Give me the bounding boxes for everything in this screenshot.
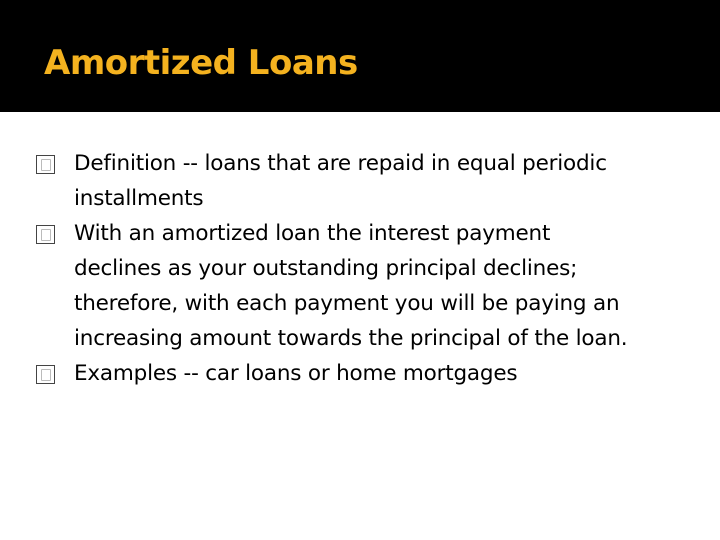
bullet-item-examples [36, 356, 686, 391]
checkbox-square-icon [36, 225, 55, 244]
title-bar [0, 0, 720, 112]
bullet-item-amortized-loan [36, 216, 686, 356]
bullet-line: installments [74, 186, 204, 211]
bullet-line: With an amortized loan the interest payment [74, 221, 551, 246]
bullet-list [36, 146, 686, 391]
bullet-line: declines as your outstanding principal declines; [74, 256, 578, 281]
bullet-line: therefore, with each payment you will be paying an [74, 291, 620, 316]
bullet-item-definition [36, 146, 686, 216]
bullet-line: Definition -- loans that are repaid in equal periodic [74, 151, 607, 176]
slide-title: Amortized Loans [44, 43, 358, 83]
checkbox-square-icon [36, 155, 55, 174]
bullet-line: increasing amount towards the principal of the loan. [74, 326, 628, 351]
bullet-line: Examples -- car loans or home mortgages [74, 361, 518, 386]
checkbox-square-icon [36, 365, 55, 384]
